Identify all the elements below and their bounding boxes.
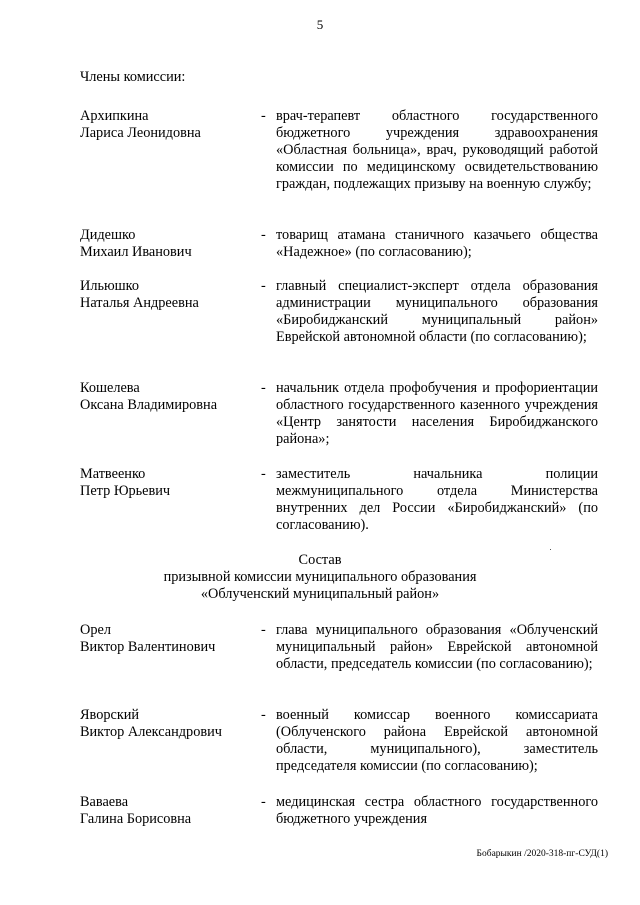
member-name [80, 707, 255, 741]
member-given-name: Михаил Иванович [80, 244, 192, 260]
member-surname: Матвеенко [80, 466, 146, 482]
member-surname: Архипкина [80, 108, 149, 124]
scan-speck [550, 549, 551, 550]
member-given-name: Виктор Александрович [80, 724, 222, 740]
member-role: заместитель начальника полиции межмуниципального отдела Министерства внутренних дел России «Биробиджанский» (по согласованию). [276, 466, 598, 533]
member-surname: Кошелева [80, 380, 140, 396]
composition-title: Состав [298, 552, 342, 568]
page-number: 5 [316, 17, 324, 32]
member-role: медицинская сестра областного государственного бюджетного учреждения [276, 794, 598, 827]
entry-dash: - [261, 622, 266, 638]
member-surname: Дидешко [80, 227, 136, 243]
member-name [80, 794, 255, 828]
member-given-name: Галина Борисовна [80, 811, 192, 827]
composition-subtitle: призывной комиссии муниципального образования [163, 569, 477, 585]
member-role: главный специалист-эксперт отдела образования администрации муниципального образования «Биробиджанский муниципальный район» Еврейской автономной области (по согласованию); [276, 278, 598, 345]
member-role: врач-терапевт областного государственного бюджетного учреждения здравоохранения «Областная больница», врач, руководящий работой комиссии по медицинскому освидетельствованию граждан, подлежащих призыву на военную службу; [276, 108, 598, 192]
member-given-name: Петр Юрьевич [80, 483, 171, 499]
member-role: глава муниципального образования «Облученский муниципальный район» Еврейской автономной области, председатель комиссии (по согласованию); [276, 622, 598, 672]
member-surname: Яворский [80, 707, 140, 723]
member-surname: Ильюшко [80, 278, 140, 294]
member-name [80, 380, 255, 414]
member-name [80, 108, 255, 142]
member-given-name: Наталья Андреевна [80, 295, 199, 311]
member-role: военный комиссар военного комиссариата (Облученского района Еврейской автономной области, муниципального), заместитель председателя комиссии (по согласованию); [276, 707, 598, 774]
document-footer-code: Бобарыкин /2020-318-пг-СУД(1) [476, 849, 608, 859]
entry-dash: - [261, 108, 266, 124]
member-name [80, 622, 255, 656]
member-name [80, 278, 255, 312]
entry-dash: - [261, 380, 266, 396]
member-given-name: Виктор Валентинович [80, 639, 216, 655]
member-role: товарищ атамана станичного казачьего общества «Надежное» (по согласованию); [276, 227, 598, 260]
entry-dash: - [261, 278, 266, 294]
member-name [80, 466, 255, 500]
member-surname: Ваваева [80, 794, 129, 810]
composition-heading [0, 552, 640, 603]
member-given-name: Оксана Владимировна [80, 397, 218, 413]
members-heading: Члены комиссии: [80, 69, 186, 85]
member-role: начальник отдела профобучения и профориентации областного государственного казенного учреждения «Центр занятости населения Биробиджанского района»; [276, 380, 598, 447]
entry-dash: - [261, 794, 266, 810]
member-name [80, 227, 255, 261]
entry-dash: - [261, 707, 266, 723]
entry-dash: - [261, 227, 266, 243]
member-given-name: Лариса Леонидовна [80, 125, 201, 141]
member-surname: Орел [80, 622, 111, 638]
composition-district: «Облученский муниципальный район» [200, 586, 440, 602]
entry-dash: - [261, 466, 266, 482]
